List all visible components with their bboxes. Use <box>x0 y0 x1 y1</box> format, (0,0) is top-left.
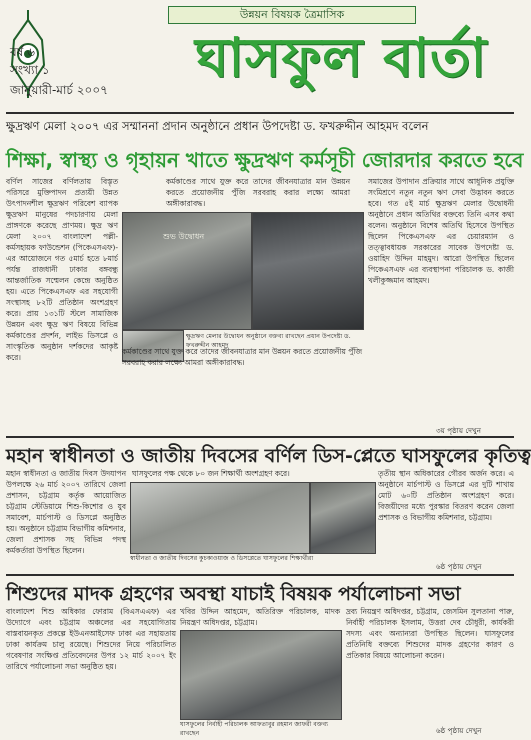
lead-photo-speaker <box>252 212 364 330</box>
issue-period: জানুয়ারী-মার্চ ২০০৭ <box>10 83 108 97</box>
lead-divider <box>6 436 514 438</box>
lead-headline: শিক্ষা, স্বাস্থ্য ও গৃহায়ন খাতে ক্ষুদ্রঋণ কর্মসূচী জোরদার করতে হবে <box>6 148 524 172</box>
story3-continued: ৬ষ্ঠ পৃষ্ঠায় দেখুন <box>436 726 482 735</box>
lead-continued: ৩য় পৃষ্ঠায় দেখুন <box>436 426 482 435</box>
story2-continued: ৬ষ্ঠ পৃষ্ঠায় দেখুন <box>436 562 482 571</box>
issue-number: সংখ্যা ১ <box>10 63 50 77</box>
issue-volume: বর্ষ ৬ <box>10 45 35 59</box>
lead-column-2: কর্মকাণ্ডের সাথে যুক্ত করে তাদের জীবনযাত্রার মান উন্নয়ন করতে প্রয়োজনীয় পুঁজি সরবরাহ করার লক্ষ্যে আমরা অঙ্গীকারাবদ্ধ। <box>166 177 350 208</box>
story2-column-2: ঘাসফুলের পক্ষ থেকে ৮০ জন শিক্ষার্থী অংশগ্রহণ করে। <box>132 469 290 478</box>
story2-column-1: মহান স্বাধীনতা ও জাতীয় দিবস উদযাপন উপলক্ষে ২৬ মার্চ ২০০৭ তারিখে জেলা প্রশাসন, চট্টগ্রাম কর্তৃক আয়োজিত চট্টগ্রাম স্টেডিয়ামে শিশু-কিশোর ও যুব সমাবেশ, মার্চপাস্ট ও ডিসপ্লে অনুষ্ঠিত হয়। অনুষ্ঠানে চট্টগ্রাম বিভাগীয় কমিশনার, জেলা প্রশাসক সহ বিভিন্ন পদস্থ কর্মকর্তারা উপস্থিত ছিলেন। <box>6 469 126 555</box>
story3-column-3: দ্রব্য নিয়ন্ত্রণ অধিদপ্তর, চট্টগ্রাম, জেসমিন সুলতানা পারু, নির্বাহী পরিচালক ইসলাম, উত্তরা দেব চৌধুরী, কার্যকরী সদস্য এবং অন্যান্যরা উপস্থিত ছিলেন। ঘাসফুলের প্রতিনিধি বক্তব্যে শিশুদের মাদক গ্রহণের কারণ ও প্রতিকার বিষয়ে আলোচনা করেন। <box>346 607 514 660</box>
photo-banner-text: শুভ উদ্বোধন <box>163 232 205 241</box>
story3-photo-meeting <box>180 630 342 720</box>
story3-headline: শিশুদের মাদক গ্রহণের অবস্থা যাচাই বিষয়ক পর্যালোচনা সভা <box>6 583 461 605</box>
lead-photo-stage <box>122 212 252 330</box>
lead-column-1: বর্ণিল সাজের বর্ণিলতায় বিস্তৃত পরিসরে মুক্তিপাদন প্রত্যয়ী উন্নত উৎপাদনশীল ক্ষুদ্রঋণ পরিবেশ ব্যাপক ক্ষুদ্রঋণ মানুষের পদচারণায় মেলা প্রাঙ্গণকে করেছে প্রাণময়। ক্ষুদ্র ঋণ মেলা ২০০৭ বাংলাদেশ পল্লী-কর্মসহায়ক ফাউন্ডেশন (পিকেএসএফ)-এর আয়োজনে গত ৫মার্চ হতে ৮মার্চ পর্যন্ত রাজধানী ঢাকার বঙ্গবন্ধু আন্তর্জাতিক সম্মেলন কেন্দ্রে অনুষ্ঠিত হয়। এতে পিকেএসএফ এর সহযোগী সংস্থাসহ ৮২টি প্রতিষ্ঠান অংশগ্রহণ করে। প্রায় ১৩১টি স্টলে সামাজিক উন্নয়ন এবং ক্ষুদ্র ঋণ বিষয়ে বিভিন্ন কর্মকাণ্ডের প্রদর্শন, লাইভ ডিসপ্লে ও সাংস্কৃতিক অনুষ্ঠান দর্শকদের আকৃষ্ট করে। <box>6 177 118 362</box>
story3-column-1: বাংলাদেশ শিশু অধিকার ফোরাম (বিএসএএফ) এর উদ্যোগে এবং চট্টগ্রাম অঞ্চলের এর সহযোগিতায় বাস্তবায়নকৃত প্রকল্পে ইউএনআইসেফ ঢাকা এর সহায়তায় ঢাকা কার্যক্রম চালু রয়েছে। শিশুদের নিয়ে পরিচালিত গবেষণার সংক্ষিপ্ত প্রতিবেদনের উপর ১২ মার্চ ২০০৭ ইং তারিখে পর্যালোচনা সভা অনুষ্ঠিত হয়। <box>6 607 176 671</box>
publication-tagline: উন্নয়ন বিষয়ক ত্রৈমাসিক <box>168 6 416 24</box>
lead-column-3: সমাজের উপাদান প্রক্রিয়ার সাথে আধুনিক প্রযুক্তি সংমিশ্রণে নতুন নতুন ঋণ সেবা উদ্ভাবন করতে হবে। গত ৫ই মার্চ ক্ষুদ্রঋণ মেলার উদ্বোধনী অনুষ্ঠানে প্রধান অতিথির বক্তব্যে তিনি এসব কথা বলেন। অনুষ্ঠানে বিশেষ অতিথি হিসেবে উপস্থিত ছিলেন পিকেএসএফ এর চেয়ারম্যান ও তত্ত্বাবধায়ক সরকারের সাবেক উপদেষ্টা ড. ওয়াহিদ উদ্দিন মাহমুদ। আরো উপস্থিত ছিলেন পিকেএসএফ এর ব্যবস্থাপনা পরিচালক ড. কাজী খলীকুজ্জমান আহমদ। <box>368 177 514 285</box>
newsletter-title: ঘাসফুল বার্তা <box>194 25 488 89</box>
story2-photo-display <box>130 482 310 554</box>
story2-divider <box>6 574 514 576</box>
story2-column-3: তৃতীয় স্থান অধিকারের গৌরব অর্জন করে। এ অনুষ্ঠানে মার্চপাস্ট ও ডিসপ্লে এর দুটি শাখায় মোট ৬০টি প্রতিষ্ঠান অংশগ্রহণ করে। বিজয়ীদের মধ্যে পুরস্কার বিতরণ করেন জেলা প্রশাসক ও বিভাগীয় কমিশনার, চট্টগ্রাম। <box>378 469 514 522</box>
story2-photo-caption: স্বাধীনতা ও জাতীয় দিবসের কুচকাওয়াজ ও ডিসপ্লেতে ঘাসফুলের শিক্ষার্থীরা <box>130 555 314 562</box>
story3-photo-caption: ঘাসফুলের নির্বাহী পরিচালক আফতাবুর রহমান জাফরী বক্তব্য রাখছেন <box>180 721 329 737</box>
lead-photo-caption: ক্ষুদ্রঋণ মেলার উদ্বোধন অনুষ্ঠানে বক্তব্য রাখছেন প্রধান উপদেষ্টা ড. ফখরুদ্দীন আহমদ <box>186 333 351 349</box>
story3-column-2: খবির উদ্দিন আহমেদ, অতিরিক্ত পরিচালক, মাদক নিয়ন্ত্রণ অধিদপ্তর, চট্টগ্রাম। <box>180 607 340 627</box>
masthead-divider <box>6 112 514 114</box>
lead-column-2b: কর্মকাণ্ডের সাথে যুক্ত করে তাদের জীবনযাত্রার মান উন্নয়ন করতে প্রয়োজনীয় পুঁজি সরবরাহ করার লক্ষ্যে আমরা অঙ্গীকারাবদ্ধ। <box>122 347 362 367</box>
story2-photo-marchpast <box>310 482 376 554</box>
story2-headline: মহান স্বাধীনতা ও জাতীয় দিবসের বর্ণিল ডিস-প্লেতে ঘাসফুলের কৃতিত্ব <box>6 445 531 467</box>
lead-kicker: ক্ষুদ্রঋণ মেলা ২০০৭ এর সম্মাননা প্রদান অনুষ্ঠানে প্রধান উপদেষ্টা ড. ফখরুদ্দীন আহমদ বলেন <box>6 119 429 133</box>
